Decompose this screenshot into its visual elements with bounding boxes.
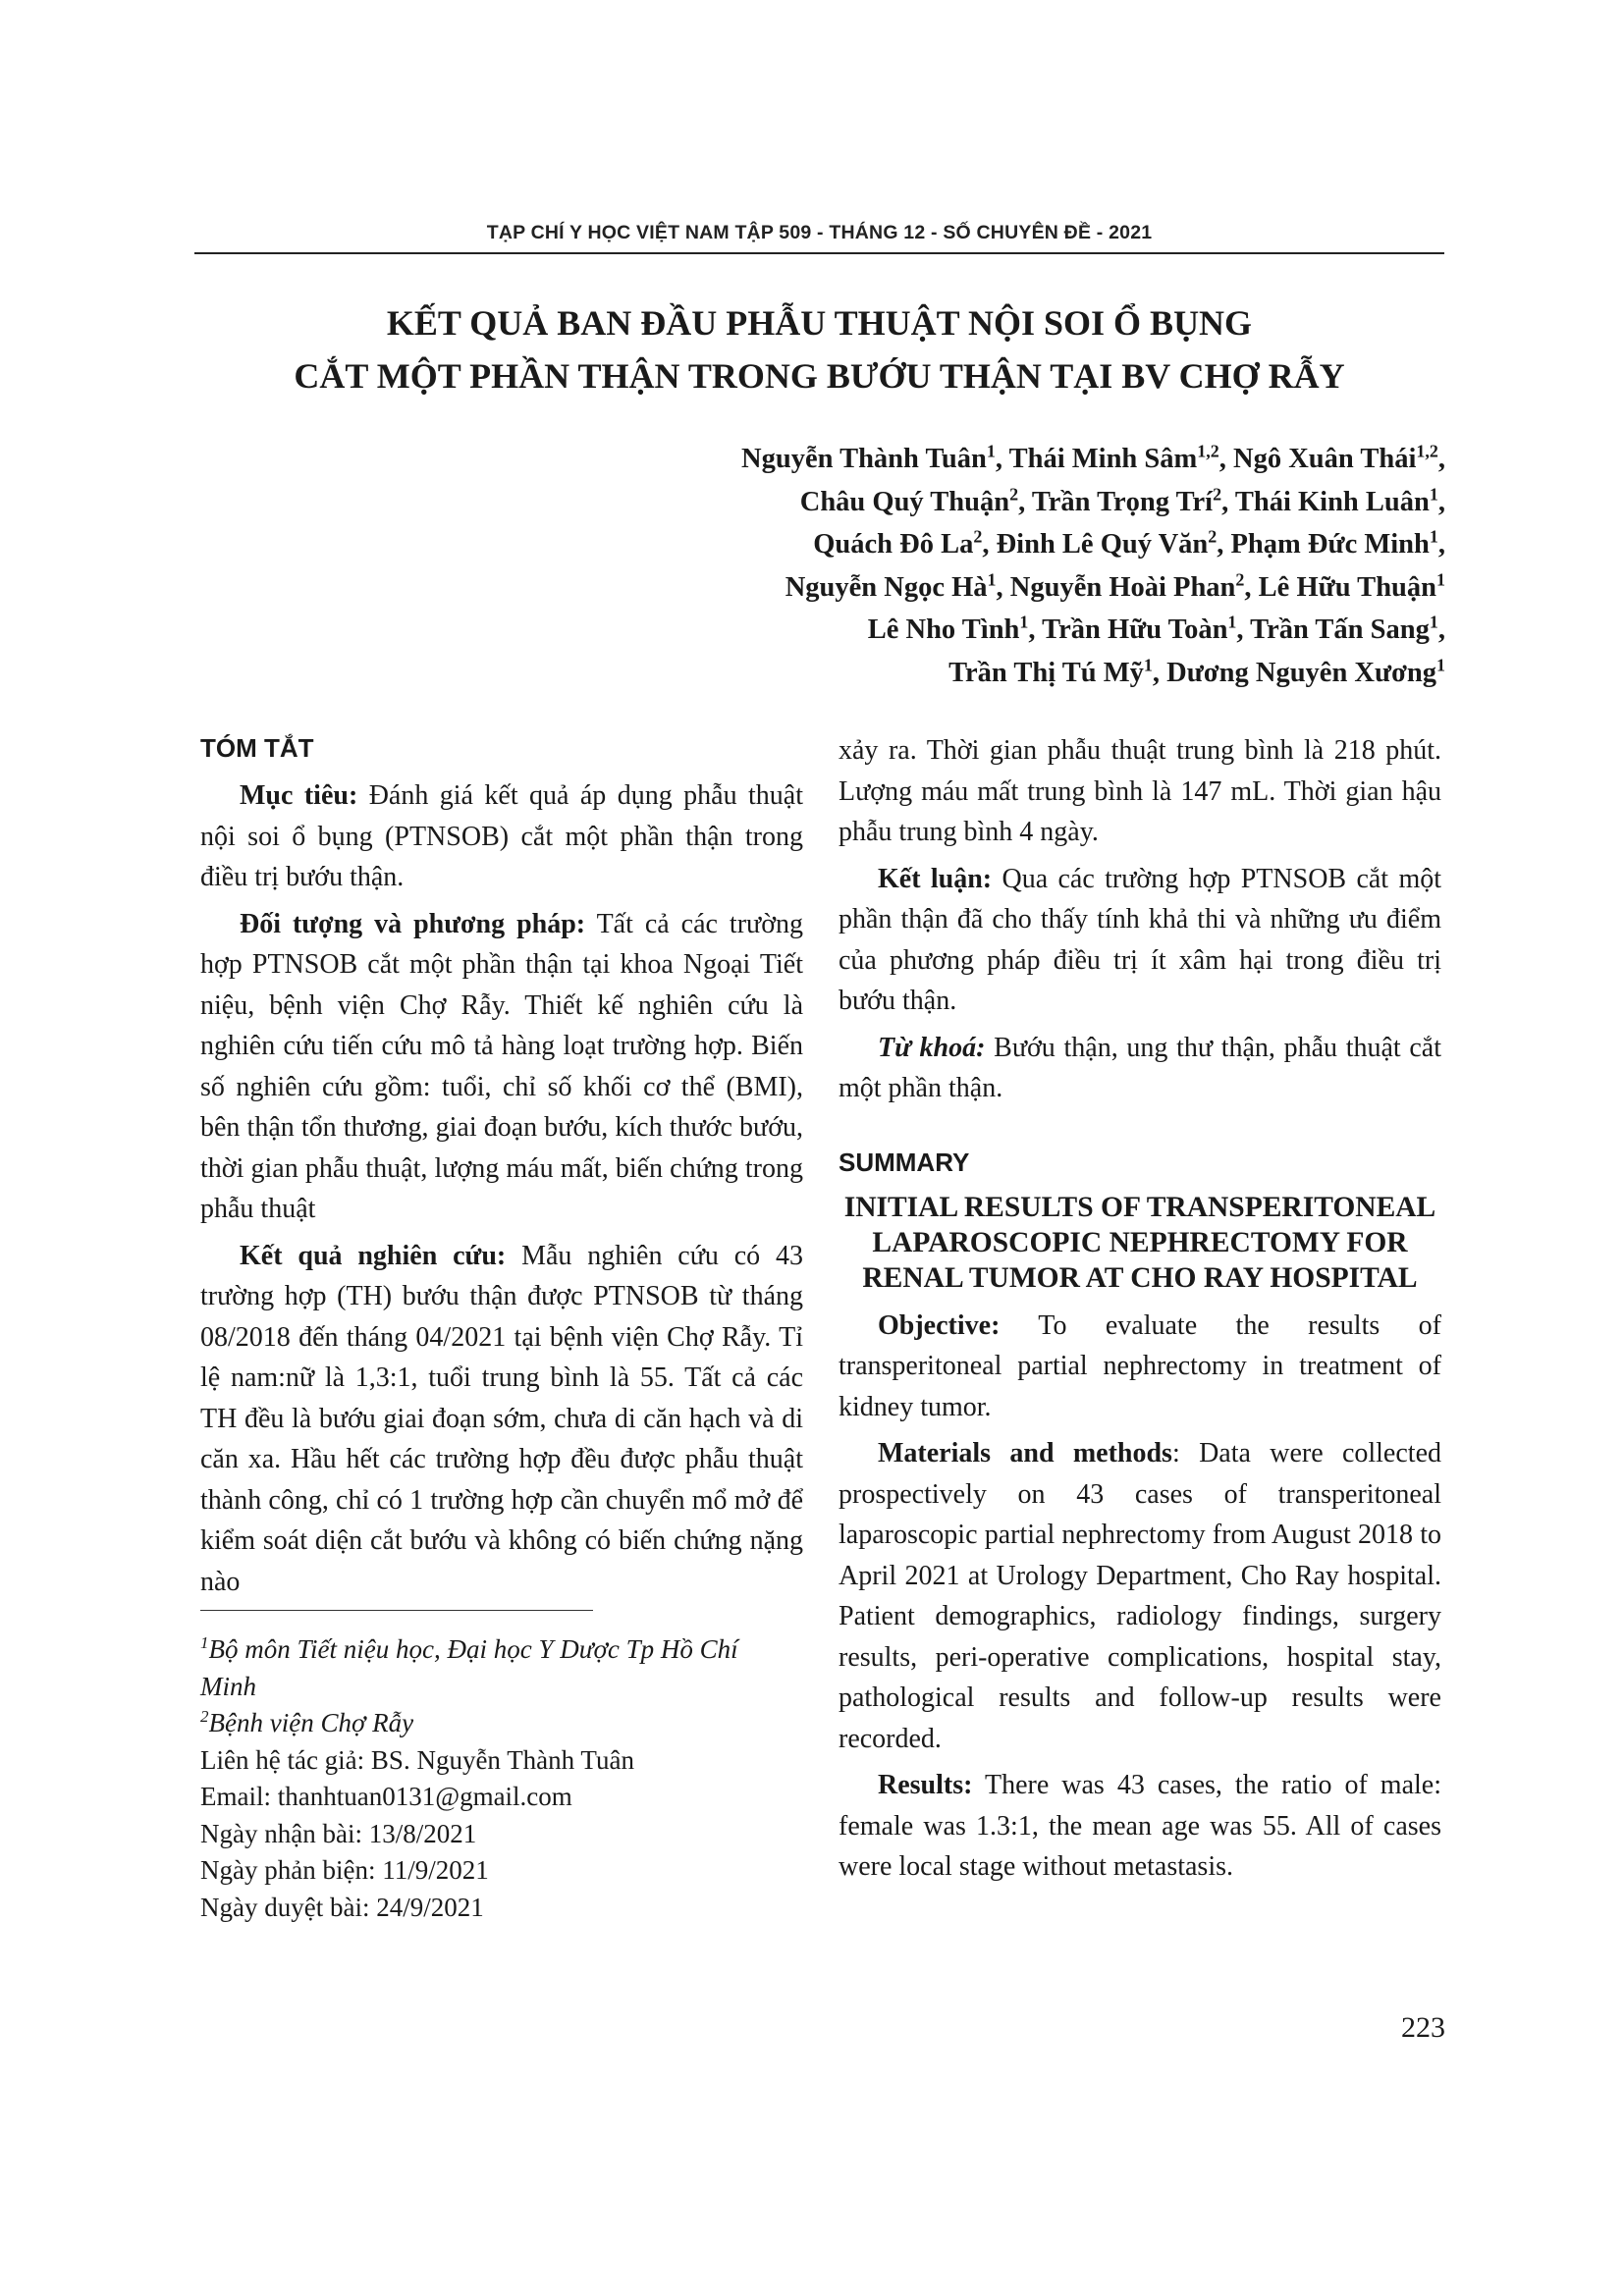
abstract-en-methods: [839, 1433, 1441, 1759]
author-affiliation-mark: 2: [1009, 484, 1019, 504]
en-results-text: There was 43 cases, the ratio of male: female was 1.3:1, the mean age was 55. All of cases were local stage without metastasis.: [839, 1770, 1441, 1882]
author-name: Lê Hữu Thuận: [1258, 571, 1436, 603]
author-affiliation-mark: 1: [987, 569, 997, 589]
author-affiliation-mark: 1: [1429, 612, 1438, 632]
abstract-vi-results: [200, 1236, 803, 1603]
author-separator: ,: [1152, 657, 1167, 688]
right-column: [839, 730, 1441, 1888]
methods-label: Đối tượng và phương pháp:: [240, 908, 586, 939]
abstract-vi-conclusion: [839, 859, 1441, 1022]
results-text: Mẫu nghiên cứu có 43 trường hợp (TH) bướu thận được PTNSOB từ tháng 08/2018 đến tháng 04/2021 tại bệnh viện Chợ Rẫy. Tỉ lệ nam:nữ là 1,3:1, tuổi trung bình là 55. Tất cả các TH đều là bướu giai đoạn sớm, chưa di căn hạch và di căn xa. Hầu hết các trường hợp đều được phẫu thuật thành công, chỉ có 1 trường hợp cần chuyển mổ mở để kiểm soát diện cắt bướu và không có biến chứng nặng nào: [200, 1240, 804, 1597]
abstract-vi-heading: TÓM TẮT: [200, 733, 314, 763]
author-separator: ,: [1236, 614, 1251, 645]
journal-header: TẠP CHÍ Y HỌC VIỆT NAM TẬP 509 - THÁNG 12 - SỐ CHUYÊN ĐỀ - 2021: [486, 222, 1153, 243]
author-name: Lê Nho Tình: [867, 614, 1020, 645]
author-separator: ,: [996, 571, 1010, 603]
author-affiliation-mark: 2: [1213, 484, 1222, 504]
author-separator: ,: [1028, 614, 1043, 645]
author-affiliation-mark: 1: [1019, 612, 1029, 632]
author-separator: ,: [1437, 486, 1445, 517]
header-rule: [194, 252, 1444, 254]
author-separator: ,: [1221, 486, 1235, 517]
affiliation-2: $^2$Bệnh viện Chợ Rẫy: [200, 1707, 414, 1737]
author-affiliation-mark: 1: [986, 441, 996, 461]
author-affiliation-mark: 1: [1429, 484, 1438, 504]
author-separator: ,: [1217, 529, 1231, 560]
author-line: [550, 652, 1445, 695]
author-name: Thái Kinh Luân: [1234, 486, 1430, 517]
author-name: Trần Thị Tú Mỹ: [948, 657, 1144, 688]
en-methods-text: : Data were collected prospectively on 43 cases of transperitoneal laparoscopic partial nephrectomy from August 2018 to April 2021 at Urology Department, Cho Ray hospital. Patient demographics, radiology findings, surgery results, peri-operative complications, hospital stay, pathological results and follow-up results were recorded.: [839, 1438, 1441, 1754]
author-affiliation-mark: 1: [1227, 612, 1237, 632]
author-name: Phạm Đức Minh: [1230, 529, 1430, 560]
objective-label: Mục tiêu:: [240, 780, 358, 811]
title-line-1: KẾT QUẢ BAN ĐẦU PHẪU THUẬT NỘI SOI Ổ BỤNG: [386, 303, 1253, 343]
author-name: Thái Minh Sâm: [1008, 444, 1198, 474]
methods-text: Tất cả các trường hợp PTNSOB cắt một phần thận tại khoa Ngoại Tiết niệu, bệnh viện Chợ Rẫy. Thiết kế nghiên cứu là nghiên cứu tiến cứu mô tả hàng loạt trường hợp. Biến số nghiên cứu gồm: tuổi, chỉ số khối cơ thể (BMI), bên thận tổn thương, giai đoạn bướu, kích thước bướu, thời gian phẫu thuật, lượng máu mất, biến chứng trong phẫu thuật: [200, 908, 803, 1224]
article-title: [194, 296, 1444, 402]
author-line: [550, 566, 1445, 610]
keywords-label: Từ khoá:: [878, 1032, 986, 1063]
author-separator: ,: [1244, 571, 1259, 603]
author-name: Nguyễn Hoài Phan: [1009, 571, 1236, 603]
author-separator: ,: [1437, 529, 1445, 560]
conclusion-label: Kết luận:: [878, 863, 993, 894]
author-separator: ,: [1018, 486, 1032, 517]
author-list: [550, 438, 1445, 694]
abstract-en-results: [839, 1765, 1441, 1888]
summary-heading: SUMMARY: [839, 1147, 970, 1177]
left-column: [200, 728, 803, 1602]
author-separator: ,: [1437, 444, 1445, 474]
footnotes: [200, 1631, 750, 1926]
abstract-vi-keywords: [839, 1028, 1441, 1109]
author-affiliation-mark: 2: [973, 526, 983, 547]
abstract-en-objective: [839, 1306, 1441, 1428]
author-name: Châu Quý Thuận: [799, 486, 1010, 517]
author-affiliation-mark: 1: [1429, 526, 1438, 547]
author-name: Nguyễn Ngọc Hà: [785, 571, 988, 603]
affiliation-1: $^1$Bộ môn Tiết niệu học, Đại học Y Dược Tp Hồ Chí Minh: [200, 1633, 738, 1701]
en-methods-label: Materials and methods: [878, 1438, 1172, 1468]
title-line-2: CẮT MỘT PHẦN THẬN TRONG BƯỚU THẬN TẠI BV CHỢ RẪY: [294, 356, 1345, 396]
contact-author: Liên hệ tác giả: BS. Nguyễn Thành Tuân: [200, 1744, 634, 1775]
author-name: Trần Tấn Sang: [1250, 614, 1430, 645]
en-objective-text: To evaluate the results of transperitoneal partial nephrectomy in treatment of kidney tumor.: [839, 1309, 1441, 1422]
keywords-text: Bướu thận, ung thư thận, phẫu thuật cắt một phần thận.: [839, 1032, 1442, 1103]
author-affiliation-mark: 1: [1143, 655, 1153, 674]
date-reviewed: Ngày phản biện: 11/9/2021: [200, 1855, 489, 1885]
date-accepted: Ngày duyệt bài: 24/9/2021: [200, 1892, 484, 1922]
author-name: Quách Đô La: [813, 529, 974, 560]
contact-email: Email: thanhtuan0131@gmail.com: [200, 1782, 572, 1811]
author-line: [550, 523, 1445, 566]
author-name: Dương Nguyên Xương: [1166, 657, 1436, 688]
objective-text: Đánh giá kết quả áp dụng phẫu thuật nội soi ổ bụng (PTNSOB) cắt một phần thận trong điều trị bướu thận.: [200, 780, 803, 892]
en-results-label: Results:: [878, 1770, 973, 1800]
author-name: Đinh Lê Quý Văn: [996, 529, 1209, 560]
author-affiliation-mark: 1: [1436, 655, 1445, 674]
author-separator: ,: [995, 444, 1009, 474]
date-received: Ngày nhận bài: 13/8/2021: [200, 1818, 477, 1848]
results-label: Kết quả nghiên cứu:: [240, 1240, 507, 1271]
footnote-rule: [200, 1610, 593, 1611]
abstract-vi-results-continued: xảy ra. Thời gian phẫu thuật trung bình là 218 phút. Lượng máu mất trung bình là 147 mL. Thời gian hậu phẫu trung bình 4 ngày.: [839, 735, 1441, 847]
author-separator: ,: [1437, 614, 1445, 645]
author-name: Nguyễn Thành Tuân: [741, 444, 987, 474]
abstract-vi-objective: [200, 775, 803, 898]
conclusion-text: Qua các trường hợp PTNSOB cắt một phần thận đã cho thấy tính khả thi và những ưu điểm của phương pháp điều trị ít xâm hại trong điều trị bướu thận.: [839, 863, 1441, 1016]
author-line: [550, 481, 1445, 524]
en-objective-label: Objective:: [878, 1309, 1001, 1341]
author-name: Trần Trọng Trí: [1031, 486, 1214, 517]
author-name: Ngô Xuân Thái: [1232, 444, 1417, 474]
author-separator: ,: [982, 529, 997, 560]
english-title: INITIAL RESULTS OF TRANSPERITONEAL LAPAROSCOPIC NEPHRECTOMY FOR RENAL TUMOR AT CHO RAY HOSPITAL: [843, 1191, 1436, 1294]
abstract-vi-methods: [200, 904, 803, 1230]
page-number: 223: [1401, 2011, 1445, 2044]
author-affiliation-mark: 1,2: [1197, 441, 1219, 461]
author-affiliation-mark: 2: [1235, 569, 1245, 589]
author-affiliation-mark: 2: [1208, 526, 1218, 547]
author-affiliation-mark: 1: [1436, 569, 1445, 589]
author-separator: ,: [1218, 444, 1233, 474]
author-line: [550, 609, 1445, 652]
author-affiliation-mark: 1,2: [1416, 441, 1438, 461]
author-line: [550, 438, 1445, 481]
author-name: Trần Hữu Toàn: [1042, 614, 1228, 645]
